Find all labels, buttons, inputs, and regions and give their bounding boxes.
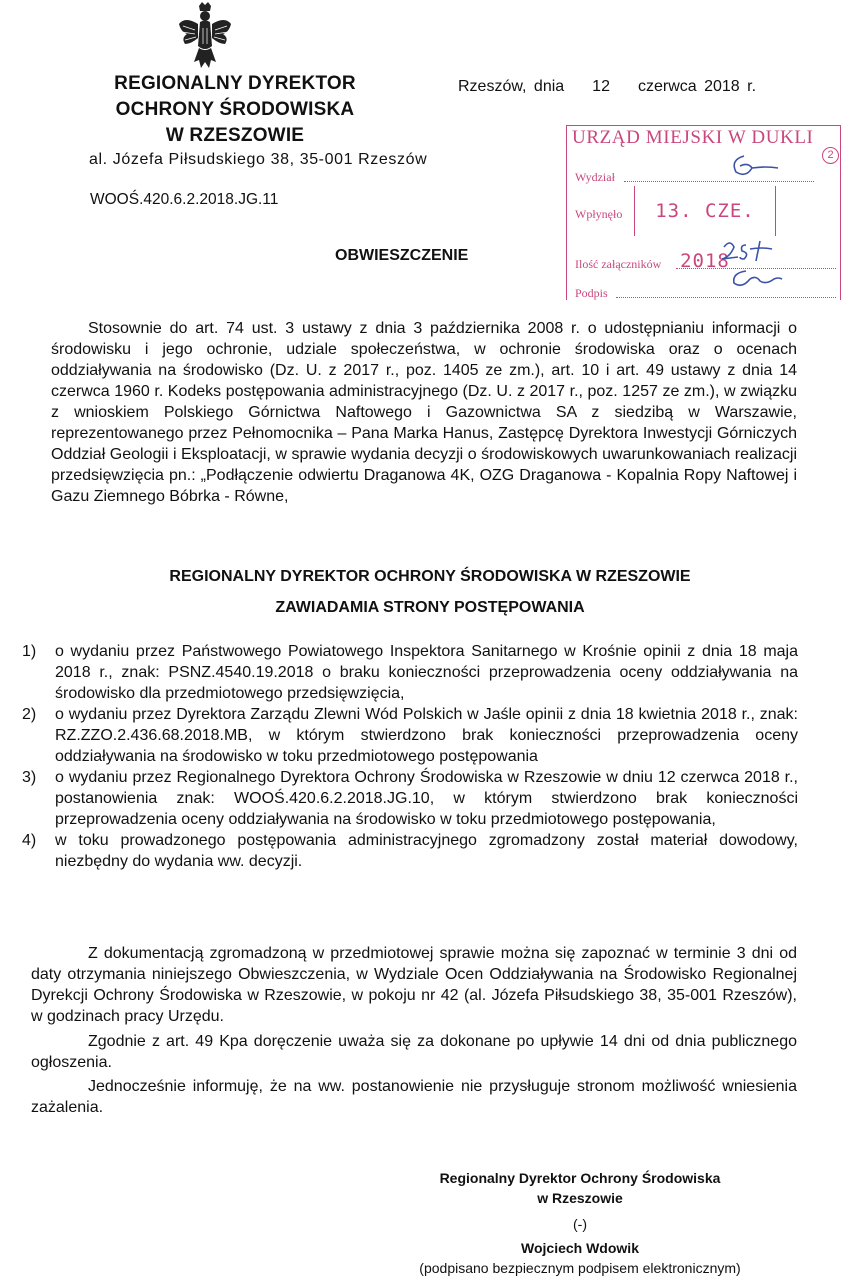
announcing-authority: REGIONALNY DYREKTOR OCHRONY ŚRODOWISKA W RZESZOWIE [169, 568, 691, 585]
signature-block [380, 1168, 780, 1278]
stamp-attachments-label: Ilość załączników [575, 257, 662, 271]
stamp-signature-label: Podpis [575, 286, 608, 300]
list-item [22, 641, 798, 704]
handwritten-dept-mark [726, 150, 786, 180]
date-day: 12 [592, 78, 610, 95]
stamp-circle-number: 2 [822, 147, 839, 164]
authority-name-line-1: REGIONALNY DYREKTOR [114, 73, 356, 94]
access-paragraph: Z dokumentacją zgromadzoną w przedmiotowej sprawie można się zapoznać w terminie 3 dni od daty otrzymania niniejszego Obwieszczenia, w Wydziale Ocen Oddziaływania na Środowisko Regionalnej Dyrekcji Ochrony Środowiska w Rzeszowie, w pokoju nr 42 (al. Józefa Piłsudskiego 38, 35-001 Rzeszów), w godzinach pracy Urzędu. [31, 945, 797, 1025]
list-item [22, 830, 798, 872]
handwritten-initials [726, 265, 796, 295]
list-item-number: 4) [22, 832, 37, 849]
signatory-title-2: w Rzeszowie [537, 1190, 623, 1206]
intro-paragraph: Stosownie do art. 74 ust. 3 ustawy z dnia 3 października 2008 r. o udostępnianiu informacji o środowisku i jego ochronie, udziale społeczeństwa, w ochronie środowiska oraz o ocenach oddziaływania na środowisko (Dz. U. z 2017 r., poz. 1405 ze zm.), art. 10 i art. 49 ustawy z dnia 14 czerwca 1960 r. Kodeks postępowania administracyjnego (Dz. U. z 2017 r., poz. 1257 ze zm.), w związku z wnioskiem Polskiego Górnictwa Naftowego i Gazownictwa SA z siedzibą w Warszawie, reprezentowanego przez Pełnomocnika – Pana Marka Hanus, Zastępcę Dyrektora Inwestycji Górniczych Oddział Geologii i Eksploatacji, w sprawie wydania decyzji o środowiskowych uwarunkowaniach realizacji przedsięwzięcia pn.: „Podłączenie odwiertu Draganowa 4K, OZG Draganowa - Kopalnia Ropy Naftowej i Gazu Ziemnego Bóbrka - Równe, [51, 320, 797, 505]
list-item [22, 704, 798, 767]
document-heading: OBWIESZCZENIE [335, 247, 469, 264]
registry-stamp [566, 125, 841, 305]
signature-note: (podpisano bezpiecznym podpisem elektronicznym) [419, 1260, 741, 1276]
signatory-name: Wojciech Wdowik [521, 1240, 639, 1256]
list-item-text: w toku prowadzonego postępowania administracyjnego zgromadzony został materiał dowodowy, niezbędny do wydania ww. decyzji. [55, 832, 798, 870]
list-item-number: 2) [22, 706, 37, 723]
date-month-year: czerwca 2018 r. [637, 78, 757, 95]
notice-list [22, 641, 798, 872]
handwritten-attachments-count [716, 237, 816, 267]
stamp-received-date: 13. CZE. 2018 [634, 186, 776, 236]
delivery-paragraph: Zgodnie z art. 49 Kpa doręczenie uważa się za dokonane po upływie 14 dni od dnia publicznego ogłoszenia. [31, 1033, 797, 1071]
authority-address: al. Józefa Piłsudskiego 38, 35-001 Rzeszów [89, 151, 428, 168]
list-item-text: o wydaniu przez Dyrektora Zarządu Zlewni Wód Polskich w Jaśle opinii z dnia 18 kwietnia 2018 r., znak: RZ.ZZO.2.436.68.2018.MB, w którym stwierdzono brak konieczności przeprowadzenia oceny oddziaływania na środowisko w toku przedmiotowego postępowania [55, 706, 798, 765]
signature-mark: (-) [573, 1216, 587, 1232]
signatory-title-1: Regionalny Dyrektor Ochrony Środowiska [439, 1170, 721, 1186]
list-item-text: o wydaniu przez Państwowego Powiatowego Inspektora Sanitarnego w Krośnie opinii z dnia 18 maja 2018 r., znak: PSNZ.4540.19.2018 o braku konieczności przeprowadzenia oceny oddziaływania na środowisko dla przedmiotowego przedsięwzięcia, [55, 643, 798, 702]
polish-eagle-emblem [177, 2, 233, 70]
list-item-text: o wydaniu przez Regionalnego Dyrektora Ochrony Środowiska w Rzeszowie w dniu 12 czerwca 2018 r., postanowienia znak: WOOŚ.420.6.2.2018.JG.10, w którym stwierdzono brak konieczności przeprowadzenia oceny oddziaływania na środowisko w toku przedmiotowego postępowania, [55, 769, 798, 828]
stamp-title: URZĄD MIEJSKI W DUKLI [572, 127, 814, 148]
list-item-number: 3) [22, 769, 37, 786]
notice-heading: ZAWIADAMIA STRONY POSTĘPOWANIA [275, 599, 585, 616]
place-prefix: Rzeszów, dnia [458, 78, 565, 95]
list-item-number: 1) [22, 643, 37, 660]
authority-name-line-2: OCHRONY ŚRODOWISKA [115, 99, 355, 120]
case-reference: WOOŚ.420.6.2.2018.JG.11 [90, 191, 279, 208]
no-appeal-paragraph: Jednocześnie informuję, że na ww. postanowienie nie przysługuje stronom możliwość wniesienia zażalenia. [31, 1078, 797, 1116]
authority-name-line-3: W RZESZOWIE [165, 125, 305, 146]
stamp-dept-label: Wydział [575, 170, 615, 184]
stamp-received-label: Wpłynęło [575, 207, 623, 221]
list-item [22, 767, 798, 830]
place-and-date [458, 78, 756, 96]
